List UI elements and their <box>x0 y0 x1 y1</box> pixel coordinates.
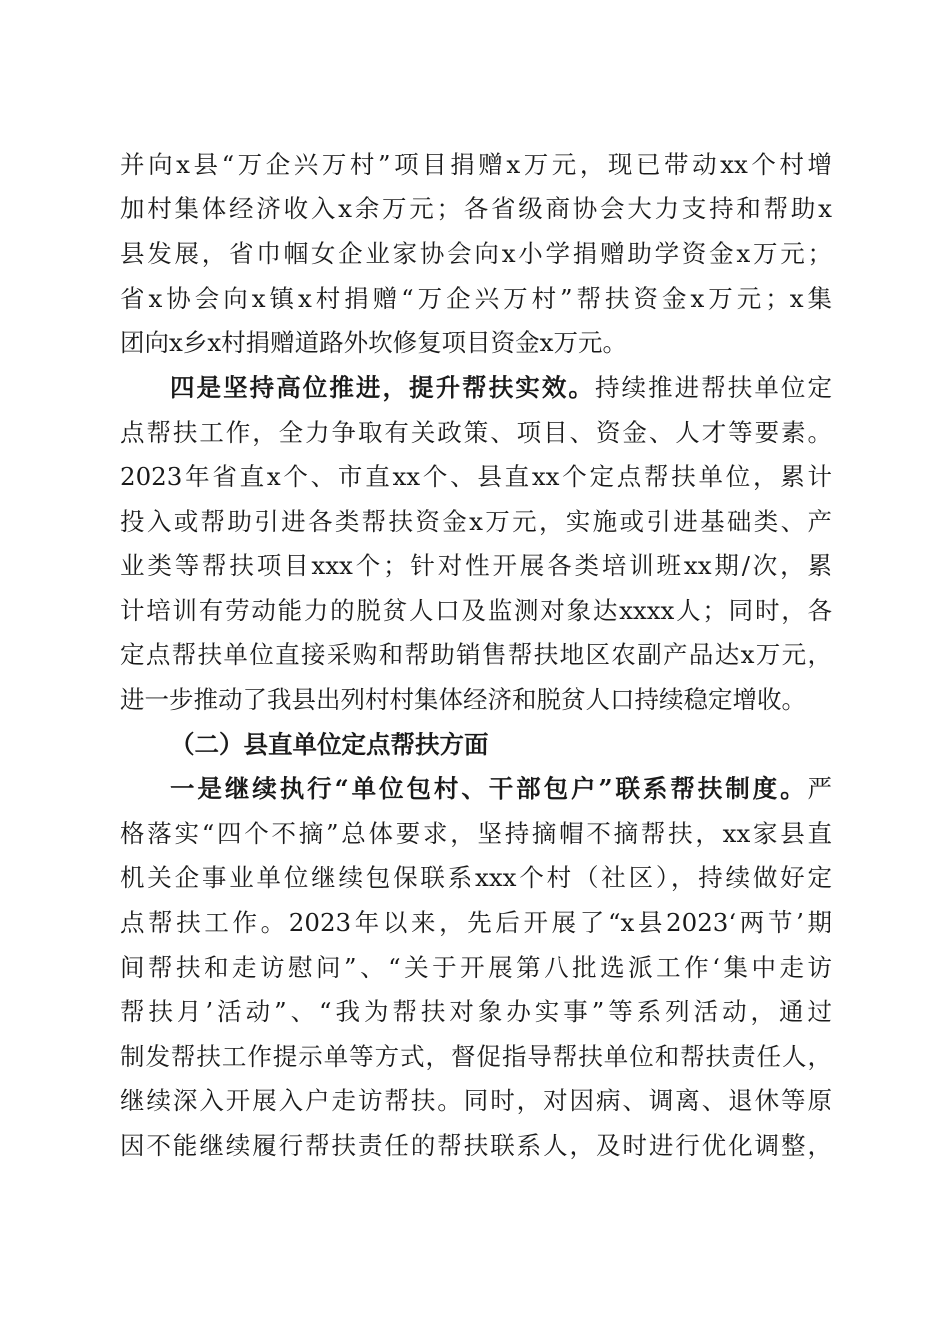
paragraph-line: 点帮扶工作，全力争取有关政策、项目、资金、人才等要素。 <box>120 418 832 447</box>
paragraph-line: 间帮扶和走访慰问”、“关于开展第八批选派工作‘集中走访 <box>120 953 832 982</box>
paragraph-line: 业类等帮扶项目xxx个；针对性开展各类培训班xx期/次，累 <box>120 551 832 580</box>
paragraph-line: 2023年省直x个、市直xx个、县直xx个定点帮扶单位，累计 <box>120 462 832 491</box>
paragraph-line: 机关企事业单位继续包保联系xxx个村（社区），持续做好定 <box>120 863 832 892</box>
paragraph-first-line <box>170 373 832 403</box>
paragraph-line: 点帮扶工作。2023年以来，先后开展了“x县2023‘两节’期 <box>120 908 832 937</box>
paragraph-line: 因不能继续履行帮扶责任的帮扶联系人，及时进行优化调整， <box>120 1131 832 1160</box>
paragraph-line: 制发帮扶工作提示单等方式，督促指导帮扶单位和帮扶责任人， <box>120 1042 832 1071</box>
paragraph-line: 省x协会向x镇x村捐赠“万企兴万村”帮扶资金x万元；x集 <box>120 284 832 313</box>
paragraph-text: 严 <box>807 774 832 803</box>
paragraph-lead: 一是继续执行“单位包村、干部包户”联系帮扶制度。 <box>170 774 808 803</box>
paragraph-lead: 四是坚持高位推进，提升帮扶实效。 <box>170 373 595 402</box>
paragraph-line: 投入或帮助引进各类帮扶资金x万元，实施或引进基础类、产 <box>120 507 832 536</box>
paragraph-line: 格落实“四个不摘”总体要求，坚持摘帽不摘帮扶，xx家县直 <box>120 819 832 848</box>
paragraph-line: 帮扶月’活动”、“我为帮扶对象办实事”等系列活动，通过 <box>120 997 832 1026</box>
paragraph-line: 计培训有劳动能力的脱贫人口及监测对象达xxxx人；同时，各 <box>120 596 832 625</box>
paragraph-line: 继续深入开展入户走访帮扶。同时，对因病、调离、退休等原 <box>120 1086 832 1115</box>
section-heading: （二）县直单位定点帮扶方面 <box>170 730 489 759</box>
paragraph-text: 持续推进帮扶单位定 <box>595 373 832 402</box>
paragraph-line: 进一步推动了我县出列村村集体经济和脱贫人口持续稳定增收。 <box>120 685 806 714</box>
paragraph-line: 县发展，省巾帼女企业家协会向x小学捐赠助学资金x万元； <box>120 239 832 268</box>
paragraph-line: 定点帮扶单位直接采购和帮助销售帮扶地区农副产品达x万元， <box>120 640 832 669</box>
paragraph-first-line <box>170 774 832 804</box>
paragraph-line: 并向x县“万企兴万村”项目捐赠x万元，现已带动xx个村增 <box>120 150 832 179</box>
paragraph-line: 加村集体经济收入x余万元；各省级商协会大力支持和帮助x <box>120 194 832 223</box>
paragraph-line: 团向x乡x村捐赠道路外坎修复项目资金x万元。 <box>120 328 627 357</box>
